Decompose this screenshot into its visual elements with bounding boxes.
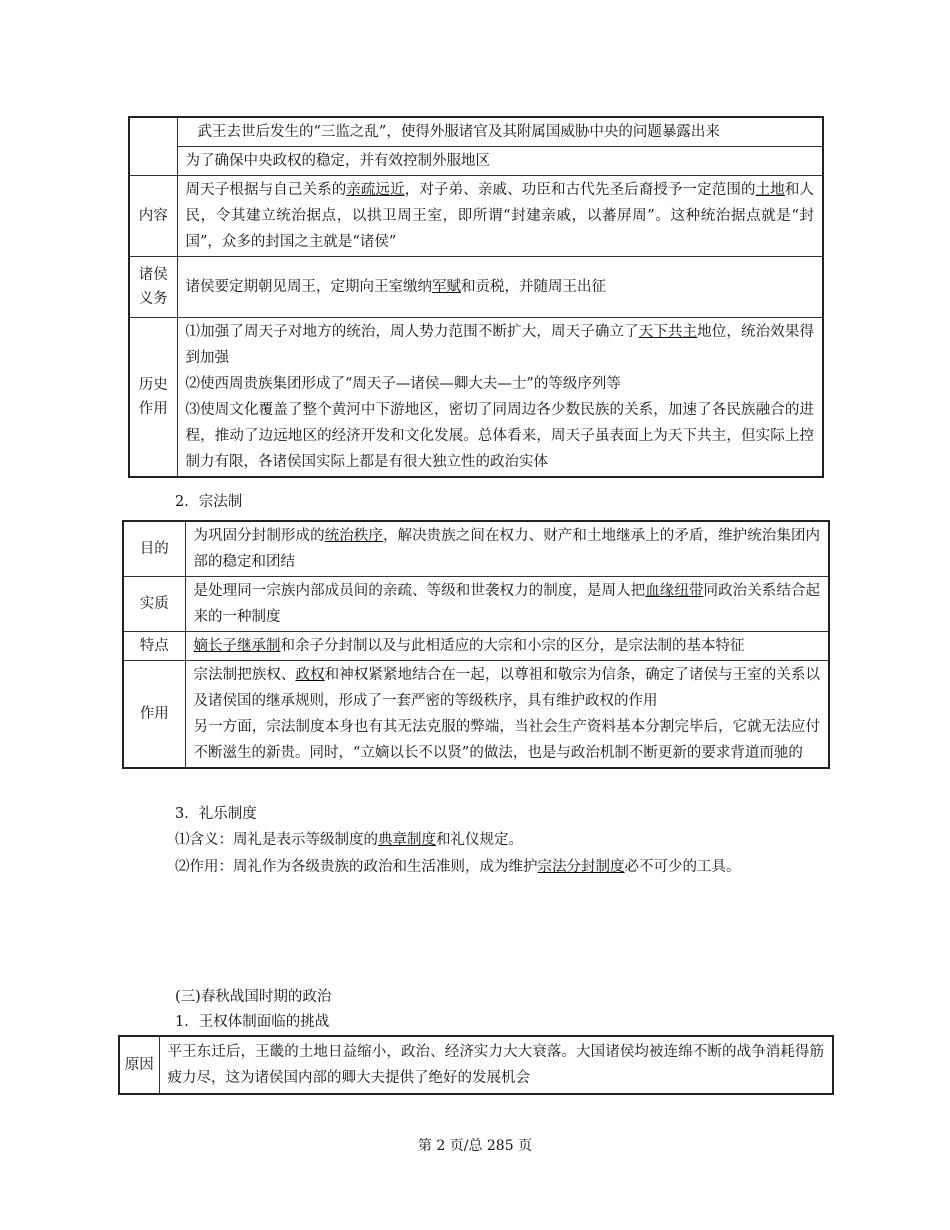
page-footer: 第 2 页/总 285 页: [417, 1138, 533, 1154]
heading-wangquan: 1．王权体制面临的挑战: [175, 1014, 330, 1030]
feature-cell: 嫡长子继承制和余子分封制以及与此相适应的大宗和小宗的区分，是宗法制的基本特征: [185, 632, 829, 661]
heading-liyue: 3．礼乐制度: [175, 806, 257, 822]
liyue-line-2: ⑵作用：周礼作为各级贵族的政治和生活准则，成为维护宗法分封制度必不可少的工具。: [175, 859, 741, 875]
blank-answer: 天下共主: [638, 324, 698, 340]
effect-para-1: 宗法制把族权、政权和神权紧紧地结合在一起，以尊祖和敬宗为信条，确定了诸侯与王室的关系以及诸侯国的继承规则，形成了一套严密的等级秩序，具有维护政权的作用: [193, 667, 821, 709]
reason-cell: 平王东迁后，王畿的土地日益缩小，政治、经济实力大大衰落。大国诸侯均被连绵不断的战争消耗得筋疲力尽，这为诸侯国内部的卿大夫提供了绝好的发展机会: [159, 1036, 833, 1094]
effect-cell: [185, 661, 829, 769]
blank-answer: 宗法分封制度: [537, 859, 625, 875]
cause-line-2: 为了确保中央政权的稳定，并有效控制外服地区: [177, 147, 823, 176]
row-label-content: 内容: [129, 176, 177, 257]
liyue-line-1: ⑴含义：周礼是表示等级制度的典章制度和礼仪规定。: [175, 832, 523, 848]
fengjian-table: [128, 116, 824, 478]
blank-answer: 典章制度: [378, 832, 436, 848]
row-label-purpose: 目的: [123, 521, 185, 577]
table-row: [123, 521, 829, 577]
row-label-reason: 原因: [119, 1036, 159, 1094]
row-label-essence: 实质: [123, 577, 185, 632]
zongfa-table: [122, 520, 830, 769]
table-row: [119, 1036, 833, 1094]
cause-line-1: 武王去世后发生的“三监之乱”，使得外服诸官及其附属国威胁中央的问题暴露出来: [177, 117, 823, 147]
heading-zongfa: 2．宗法制: [175, 494, 243, 510]
table-row: [129, 147, 823, 176]
blank-answer: 政权: [295, 667, 325, 683]
row-label-feature: 特点: [123, 632, 185, 661]
table-row: [123, 577, 829, 632]
effect-para-2: 另一方面，宗法制度本身也有其无法克服的弊端，当社会生产资料基本分割完毕后，它就无法应付不断滋生的新贵。同时，“立嫡以长不以贤”的做法，也是与政治机制不断更新的要求背道而驰的: [193, 719, 820, 761]
table-row: [123, 632, 829, 661]
blank-answer: 嫡长子继承制: [193, 638, 281, 654]
row-label-empty: [129, 117, 177, 176]
role-cell: [177, 318, 823, 478]
content-cell: 周天子根据与自己关系的亲疏远近，对子弟、亲戚、功臣和古代先圣后裔授予一定范围的土地和人民，令其建立统治据点，以拱卫周王室，即所谓“封建亲戚，以蕃屏周”。这种统治据点就是“封国”，众多的封国之主就是“诸侯”: [177, 176, 823, 257]
blank-answer: 军赋: [432, 279, 461, 295]
wangquan-table: [118, 1035, 834, 1095]
role-item-3: ⑶使周文化覆盖了整个黄河中下游地区，密切了同周边各少数民族的关系，加速了各民族融合的进程，推动了边远地区的经济开发和文化发展。总体看来，周天子虽表面上为天下共主，但实际上控制力有限，各诸侯国实际上都是有很大独立性的政治实体: [185, 402, 814, 470]
blank-answer: 统治秩序: [324, 528, 383, 544]
purpose-cell: 为巩固分封制形成的统治秩序，解决贵族之间在权力、财产和土地继承上的矛盾，维护统治集团内部的稳定和团结: [185, 521, 829, 577]
row-label-effect: 作用: [123, 661, 185, 769]
table-row: [129, 176, 823, 257]
row-label-role: 历史作用: [129, 318, 177, 478]
blank-answer: 土地: [755, 182, 785, 198]
duty-cell: 诸侯要定期朝见周王，定期向王室缴纳军赋和贡税，并随周王出征: [177, 257, 823, 318]
heading-chunqiu: (三)春秋战国时期的政治: [175, 989, 332, 1005]
table-row: [129, 117, 823, 147]
table-row: [123, 661, 829, 769]
table-row: [129, 318, 823, 478]
row-label-duty: 诸侯义务: [129, 257, 177, 318]
essence-cell: 是处理同一宗族内部成员间的亲疏、等级和世袭权力的制度，是周人把血缘纽带同政治关系结合起来的一种制度: [185, 577, 829, 632]
blank-answer: 血缘纽带: [645, 583, 704, 599]
role-item-2: ⑵使西周贵族集团形成了“周天子—诸侯—卿大夫—士”的等级序列等: [185, 376, 621, 392]
table-row: [129, 257, 823, 318]
blank-answer: 亲疏远近: [346, 182, 405, 198]
role-item-1: ⑴加强了周天子对地方的统治，周人势力范围不断扩大，周天子确立了天下共主地位，统治效果得到加强: [185, 324, 815, 366]
